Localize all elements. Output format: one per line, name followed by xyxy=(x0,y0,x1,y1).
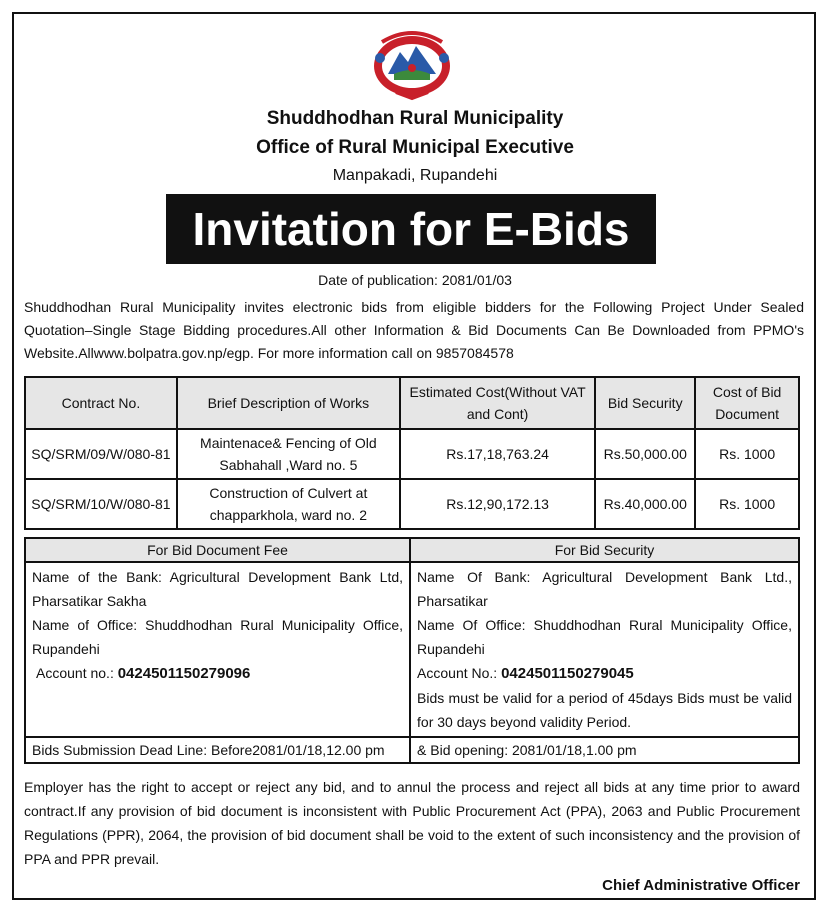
bid-validity-note: Bids must be valid for a period of 45days Bids must be valid for 30 days beyond validity Period. xyxy=(417,690,792,730)
bank-details-table xyxy=(24,537,800,764)
security-account xyxy=(417,661,792,686)
security-account-label: Account No.: xyxy=(417,665,498,681)
notice-title-banner: Invitation for E-Bids xyxy=(166,194,656,264)
security-bank-name: Name Of Bank: Agricultural Development Bank Ltd., Pharsatikar xyxy=(417,569,792,609)
works-table xyxy=(24,376,800,530)
contract-no: SQ/SRM/09/W/080-81 xyxy=(25,429,177,479)
fee-account-label: Account no.: xyxy=(36,665,114,681)
fee-account xyxy=(32,661,403,686)
works-table-header xyxy=(25,377,799,429)
header-bid-security: Bid Security xyxy=(595,377,695,429)
footer-paragraph: Employer has the right to accept or reject any bid, and to annul the process and reject all bids at any time prior to award contract.If any provision of bid document is inconsistent with Public Procurement Act (PPA), 2063 and Public Procurement Regulations (PPR), 2064, the provision of bid document shall be void to the extent of such inconsistency and the provision of PPA and PPR prevail. xyxy=(24,779,800,867)
estimated-cost: Rs.17,18,763.24 xyxy=(400,429,595,479)
header-contract-no: Contract No. xyxy=(25,377,177,429)
header-description: Brief Description of Works xyxy=(177,377,400,429)
publication-date: Date of publication: 2081/01/03 xyxy=(318,272,512,288)
fee-account-number: 0424501150279096 xyxy=(117,665,251,682)
intro-paragraph: Shuddhodhan Rural Municipality invites electronic bids from eligible bidders for the Following Project Under Sealed Quotation–Single Stage Bidding procedures.All other Information & Bid Documents Can Be Downloaded from PPMO's Website.Allwww.bolpatra.gov.np/egp. For more information call on 9857084578 xyxy=(24,299,804,361)
fee-section-details xyxy=(25,562,410,737)
security-office-name: Name Of Office: Shuddhodhan Rural Municipality Office, Rupandehi xyxy=(417,617,792,657)
office-name: Office of Rural Municipal Executive xyxy=(256,137,574,158)
document-cost: Rs. 1000 xyxy=(695,479,799,529)
nepal-government-emblem-icon xyxy=(366,22,458,102)
header-estimated-cost: Estimated Cost(Without VAT and Cont) xyxy=(400,377,595,429)
document-cost: Rs. 1000 xyxy=(695,429,799,479)
estimated-cost: Rs.12,90,172.13 xyxy=(400,479,595,529)
work-description: Maintenace& Fencing of Old Sabhahall ,Ward no. 5 xyxy=(177,429,400,479)
security-section-details xyxy=(410,562,799,737)
header-document-cost: Cost of Bid Document xyxy=(695,377,799,429)
security-section-title: For Bid Security xyxy=(410,538,799,562)
bid-security: Rs.50,000.00 xyxy=(595,429,695,479)
contract-no: SQ/SRM/10/W/080-81 xyxy=(25,479,177,529)
security-account-number: 0424501150279045 xyxy=(501,665,634,682)
office-address: Manpakadi, Rupandehi xyxy=(332,167,498,184)
bid-opening-date: & Bid opening: 2081/01/18,1.00 pm xyxy=(410,737,799,763)
fee-section-title: For Bid Document Fee xyxy=(25,538,410,562)
fee-office-name: Name of Office: Shuddhodhan Rural Municipality Office, Rupandehi xyxy=(32,617,404,657)
table-row xyxy=(25,479,799,529)
signatory-title: Chief Administrative Officer xyxy=(602,877,800,894)
bid-security: Rs.40,000.00 xyxy=(595,479,695,529)
municipality-name: Shuddhodhan Rural Municipality xyxy=(266,108,564,129)
work-description: Construction of Culvert at chapparkhola, ward no. 2 xyxy=(177,479,400,529)
table-row xyxy=(25,429,799,479)
submission-deadline: Bids Submission Dead Line: Before2081/01/18,12.00 pm xyxy=(25,737,410,763)
fee-bank-name: Name of the Bank: Agricultural Development Bank Ltd, Pharsatikar Sakha xyxy=(32,569,404,609)
